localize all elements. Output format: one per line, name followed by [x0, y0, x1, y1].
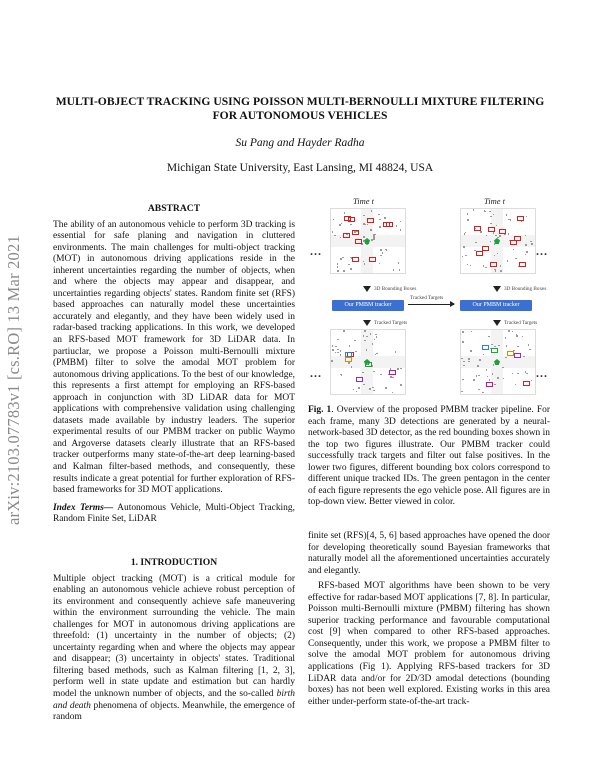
time-label-left: Time t	[353, 196, 375, 206]
lidar-point	[461, 358, 463, 360]
lidar-point	[525, 244, 527, 246]
lidar-point	[340, 237, 342, 239]
lidar-point	[380, 249, 382, 251]
lidar-point	[462, 256, 464, 258]
lidar-point	[526, 216, 528, 218]
lidar-point	[370, 333, 372, 335]
lidar-point	[494, 255, 496, 257]
lidar-point	[471, 331, 473, 333]
ellipsis: ...	[310, 244, 322, 258]
lidar-point	[494, 243, 496, 245]
lidar-point	[470, 265, 472, 267]
lidar-point	[510, 219, 512, 221]
lidar-point	[364, 340, 366, 342]
lidar-point	[477, 365, 479, 367]
index-terms-label: Index Terms—	[53, 502, 114, 513]
lidar-point	[366, 244, 368, 246]
abstract-heading: ABSTRACT	[147, 203, 201, 214]
lidar-point	[512, 373, 514, 375]
lidar-point	[505, 337, 507, 339]
lidar-point	[476, 375, 478, 377]
lidar-point	[367, 224, 369, 226]
lidar-point	[497, 377, 499, 379]
title-line-2: FOR AUTONOMOUS VEHICLES	[212, 109, 388, 122]
lidar-point	[468, 358, 470, 360]
lidar-point	[376, 353, 378, 355]
lidar-point	[470, 350, 472, 352]
lidar-point	[372, 387, 374, 389]
detection-box	[355, 239, 362, 244]
lidar-point	[497, 237, 499, 239]
lidar-point	[507, 260, 509, 262]
intro-right	[308, 531, 550, 708]
lidar-point	[398, 262, 400, 264]
detection-box	[367, 218, 374, 223]
lidar-point	[529, 349, 531, 351]
lidar-point	[488, 336, 490, 338]
lidar-point	[341, 223, 343, 225]
lidar-point	[475, 242, 477, 244]
lidar-point	[355, 351, 357, 353]
lidar-point	[350, 224, 352, 226]
lidar-point	[356, 391, 358, 393]
detection-box	[352, 257, 359, 262]
lidar-point	[376, 336, 378, 338]
affiliation: Michigan State University, East Lansing, MI 48824, USA	[166, 162, 434, 174]
ellipsis: ...	[536, 366, 548, 380]
lidar-point	[516, 335, 518, 337]
detection-box	[474, 226, 481, 231]
lidar-point	[373, 371, 375, 373]
ellipsis: ...	[536, 244, 548, 258]
tracked-box	[356, 377, 363, 382]
lidar-point	[528, 344, 530, 346]
lidar-point	[385, 387, 387, 389]
lidar-point	[400, 229, 402, 231]
figure-1	[308, 196, 550, 398]
lidar-point	[522, 336, 524, 338]
tracks-panel-right	[460, 329, 536, 395]
lidar-point	[363, 240, 365, 242]
lidar-point	[463, 365, 465, 367]
lidar-point	[332, 231, 334, 233]
lidar-point	[340, 350, 342, 352]
tracked-box	[389, 370, 396, 375]
lidar-point	[369, 388, 371, 390]
lidar-point	[495, 270, 497, 272]
lidar-point	[479, 359, 481, 361]
lidar-point	[505, 357, 507, 359]
lidar-point	[482, 392, 484, 394]
arxiv-identifier: arXiv:2103.07783v1 [cs.RO] 13 Mar 2021	[4, 235, 23, 525]
authors: Su Pang and Hayder Radha	[235, 137, 365, 149]
lidar-point	[335, 346, 337, 348]
lidar-point	[375, 334, 377, 336]
intro-left	[53, 557, 295, 724]
lidar-point	[499, 235, 501, 237]
lidar-point	[487, 376, 489, 378]
detection-box	[482, 246, 489, 251]
lidar-point	[400, 368, 402, 370]
lidar-point	[366, 336, 368, 338]
lidar-point	[486, 235, 488, 237]
tracked-box	[486, 382, 493, 387]
lidar-point	[385, 249, 387, 251]
lidar-point	[332, 345, 334, 347]
lidar-point	[395, 351, 397, 353]
lidar-point	[461, 391, 463, 393]
lidar-point	[384, 217, 386, 219]
tracked-targets-left: Tracked Targets	[374, 320, 408, 326]
lidar-point	[526, 373, 528, 375]
lidar-point	[493, 214, 495, 216]
lidar-point	[496, 225, 498, 227]
detection-box	[343, 233, 350, 238]
lidar-point	[337, 270, 339, 272]
tracked-targets-between: Tracked Targets	[410, 295, 444, 301]
lidar-point	[334, 235, 336, 237]
lidar-point	[374, 339, 376, 341]
lidar-point	[342, 257, 344, 259]
lidar-point	[335, 352, 337, 354]
intro-heading: 1. INTRODUCTION	[130, 557, 218, 568]
detection-box	[514, 236, 521, 241]
lidar-point	[337, 339, 339, 341]
lidar-point	[348, 362, 350, 364]
lidar-point	[337, 352, 339, 354]
tracked-targets-right: Tracked Targets	[504, 320, 538, 326]
lidar-point	[366, 349, 368, 351]
lidar-point	[525, 371, 527, 373]
lidar-point	[393, 269, 395, 271]
pmbm-tracker-left: Our PMBM tracker	[332, 300, 404, 311]
lidar-point	[525, 235, 527, 237]
lidar-point	[400, 384, 402, 386]
lidar-point	[364, 263, 366, 265]
lidar-point	[500, 270, 502, 272]
lidar-point	[365, 224, 367, 226]
lidar-point	[480, 231, 482, 233]
lidar-point	[332, 349, 334, 351]
lidar-point	[380, 255, 382, 257]
lidar-point	[493, 364, 495, 366]
lidar-point	[463, 361, 465, 363]
intro-paragraph-2: RFS-based MOT algorithms have been shown to be very effective for radar-based MOT applications [7, 8]. In particular, Poisson multi-Bernoulli mixture (PMBM) filtering has shown superior tracking performance and favourable computational cost [9] when compared to other RFS-based approaches. Consequently, under this work, we propose a PMBM filter to solve the amodal MOT problem for autonomous driving applications (Fig 1). Applying RFS-based trackers for 3D LiDAR data and/or for 2D/3D amodal detections (bounding boxes) has not been well explored. Existing works in this area either under-perform state-of-the-art track-	[308, 581, 550, 707]
detections-panel-left	[330, 208, 406, 274]
lidar-point	[530, 241, 532, 243]
bbox-label-right: 3D Bounding Boxes	[504, 286, 547, 292]
intro-paragraph-1-cont: finite set (RFS)[4, 5, 6] based approaches have opened the door for developing theoretically sound Bayesian frameworks that naturally model all the aforementioned uncertainties accurately and elegantly.	[308, 531, 550, 576]
tracked-box	[514, 353, 521, 358]
detection-box	[517, 216, 524, 221]
lidar-point	[382, 252, 384, 254]
lidar-point	[467, 213, 469, 215]
lidar-point	[463, 246, 465, 248]
lidar-point	[400, 221, 402, 223]
lidar-point	[467, 264, 469, 266]
lidar-point	[363, 215, 365, 217]
lidar-point	[515, 384, 517, 386]
lidar-point	[493, 232, 495, 234]
lidar-point	[462, 331, 464, 333]
lidar-point	[354, 340, 356, 342]
intro-paragraph-1	[53, 574, 295, 724]
lidar-point	[506, 345, 508, 347]
arrow-down-icon	[363, 286, 371, 292]
lidar-point	[362, 372, 364, 374]
arrow-down-icon	[363, 320, 371, 326]
lidar-point	[363, 384, 365, 386]
index-terms-text: Autonomous Vehicle, Multi-Object Tracking, Random Finite Set, LiDAR	[53, 502, 295, 525]
lidar-point	[378, 214, 380, 216]
lidar-point	[348, 264, 350, 266]
lidar-point	[333, 219, 335, 221]
lidar-point	[373, 390, 375, 392]
lidar-point	[373, 238, 375, 240]
lidar-point	[486, 369, 488, 371]
tracked-box	[491, 348, 498, 353]
lidar-point	[465, 255, 467, 257]
lidar-point	[353, 389, 355, 391]
lidar-point	[358, 387, 360, 389]
lidar-point	[396, 225, 398, 227]
lidar-point	[343, 270, 345, 272]
lidar-point	[392, 392, 394, 394]
lidar-point	[531, 243, 533, 245]
tracked-box	[523, 381, 530, 386]
detection-box	[519, 262, 526, 267]
lidar-point	[473, 379, 475, 381]
detection-box	[383, 222, 390, 227]
lidar-point	[351, 366, 353, 368]
caption-text: . Overview of the proposed PMBM tracker pipeline. For each frame, many 3D detections are generated by a neural-network-based 3D detector, as the red bounding boxes shown in the top two figures illustrate. Our PMBM tracker could successfully track targets and filter out false positives. In the lower two figures, different bounding box colors correspond to different unique tracked IDs. The green pentagon in the center of each figure represents the ego vehicle pose. All figures are in top-down view. Better viewed in color.	[308, 405, 550, 508]
lidar-point	[468, 361, 470, 363]
lidar-point	[379, 219, 381, 221]
lidar-point	[397, 368, 399, 370]
lidar-point	[379, 263, 381, 265]
lidar-point	[364, 330, 366, 332]
lidar-point	[517, 373, 519, 375]
index-terms	[53, 503, 295, 526]
tracked-box	[345, 357, 352, 362]
lidar-point	[489, 379, 491, 381]
tracks-panel-left	[330, 329, 406, 395]
lidar-point	[340, 258, 342, 260]
lidar-point	[370, 229, 372, 231]
lidar-point	[392, 377, 394, 379]
lidar-point	[337, 263, 339, 265]
lidar-point	[531, 380, 533, 382]
lidar-point	[489, 211, 491, 213]
lidar-point	[494, 384, 496, 386]
detection-box	[369, 257, 376, 262]
lidar-point	[526, 251, 528, 253]
lidar-point	[485, 211, 487, 213]
lidar-point	[503, 378, 505, 380]
lidar-point	[337, 349, 339, 351]
lidar-point	[344, 212, 346, 214]
lidar-point	[490, 241, 492, 243]
lidar-point	[473, 209, 475, 211]
arrow-down-icon	[493, 320, 501, 326]
lidar-point	[363, 236, 365, 238]
caption-label: Fig. 1	[308, 405, 332, 415]
lidar-point	[464, 233, 466, 235]
detection-box	[499, 229, 506, 234]
lidar-point	[483, 265, 485, 267]
lidar-point	[371, 210, 373, 212]
lidar-point	[349, 345, 351, 347]
lidar-point	[515, 258, 517, 260]
detections-panel-right	[460, 208, 536, 274]
lidar-point	[350, 268, 352, 270]
lidar-point	[340, 374, 342, 376]
detection-box	[488, 227, 495, 232]
detection-box	[476, 251, 483, 256]
lidar-point	[490, 223, 492, 225]
lidar-point	[467, 219, 469, 221]
lidar-point	[500, 265, 502, 267]
lidar-point	[485, 267, 487, 269]
lidar-point	[525, 254, 527, 256]
lidar-point	[506, 214, 508, 216]
detection-box	[344, 216, 351, 221]
tracked-box	[365, 362, 372, 367]
paper-title	[50, 95, 550, 123]
intro-p1-emphasis: birth and death	[53, 689, 295, 711]
lidar-point	[494, 346, 496, 348]
arrow-down-icon	[493, 286, 501, 292]
detection-box	[490, 262, 497, 267]
lidar-point	[483, 354, 485, 356]
lidar-point	[374, 234, 376, 236]
bbox-label-left: 3D Bounding Boxes	[374, 286, 417, 292]
left-column	[53, 203, 295, 526]
ellipsis: ...	[310, 366, 322, 380]
lidar-point	[372, 343, 374, 345]
detection-box	[352, 230, 359, 235]
figure-caption	[308, 405, 550, 509]
lidar-point	[502, 367, 504, 369]
title-line-1: MULTI-OBJECT TRACKING USING POISSON MULTI-BERNOULLI MIXTURE FILTERING	[55, 95, 545, 108]
lidar-point	[523, 356, 525, 358]
lidar-point	[498, 345, 500, 347]
lidar-point	[492, 373, 494, 375]
lidar-point	[490, 216, 492, 218]
lidar-point	[517, 346, 519, 348]
tracked-box	[482, 345, 489, 350]
lidar-point	[331, 360, 333, 362]
lidar-point	[337, 266, 339, 268]
lidar-point	[380, 374, 382, 376]
pmbm-tracker-right: Our PMBM tracker	[460, 300, 532, 311]
lidar-point	[508, 233, 510, 235]
lidar-point	[363, 335, 365, 337]
intro-p1-start: Multiple object tracking (MOT) is a critical module for enabling an autonomous vehicle achieve robust perception of its environment and consequently achieve safe maneuvering within the environment surrounding the vehicle. The main challenges for MOT in autonomous driving applications are threefold: (1) uncertainty in the number of objects; (2) uncertainty regarding when and where the objects may appear and disappear; (3) uncertainty in objects' states. Traditional filtering based methods, such as Kalman filtering [1, 2, 3], perform well in state update and estimation but can hardly model the unknown number of objects, and the so-called	[53, 573, 295, 700]
lidar-point	[513, 249, 515, 251]
lidar-point	[343, 330, 345, 332]
lidar-point	[340, 354, 342, 356]
time-label-right: Time t	[484, 196, 506, 206]
lidar-point	[462, 341, 464, 343]
lidar-point	[512, 331, 514, 333]
abstract-text: The ability of an autonomous vehicle to perform 3D tracking is essential for safe planing and navigation in cluttered environments. The main challenges for multi-object tracking (MOT) in autonomous driving applications reside in the inherent uncertainties regarding the number of objects, when and where the objects may appear and disappear, and uncertainties regarding objects' states. Random finite set (RFS) based approaches can naturally model these uncertainties accurately and elegantly, and they have been widely used in radar-based tracking applications. In this work, we developed an RFS-based MOT framework for 3D LiDAR data. In partiuclar, we propose a Poisson multi-Bernoulli mixture (PMBM) filter to solve the amodal MOT problem for autonomous driving applications. To the best of our knowledge, this represents a first attempt for employing an RFS-based approach in conjunction with 3D LiDAR data for MOT applications with comprehensive validation using challenging datasets made available by industry leaders. The superior experimental results of our PMBM tracker on public Waymo and Argoverse datasets clearly illustrate that an RFS-based tracker outperforms many state-of-the-art deep learning-based and Kalman filter-based methods, and consequently, these results indicate a great potential for further exploration of RFS-based frameworks for 3D MOT applications.	[53, 219, 295, 496]
lidar-point	[478, 375, 480, 377]
lidar-point	[379, 226, 381, 228]
lidar-point	[491, 344, 493, 346]
lidar-point	[478, 389, 480, 391]
lidar-point	[462, 379, 464, 381]
lidar-point	[399, 269, 401, 271]
lidar-point	[497, 253, 499, 255]
arrow-right-icon	[408, 304, 454, 305]
intro-p1-end: phenomena of objects. Meanwhile, the emergence of random	[53, 700, 296, 723]
lidar-point	[508, 330, 510, 332]
